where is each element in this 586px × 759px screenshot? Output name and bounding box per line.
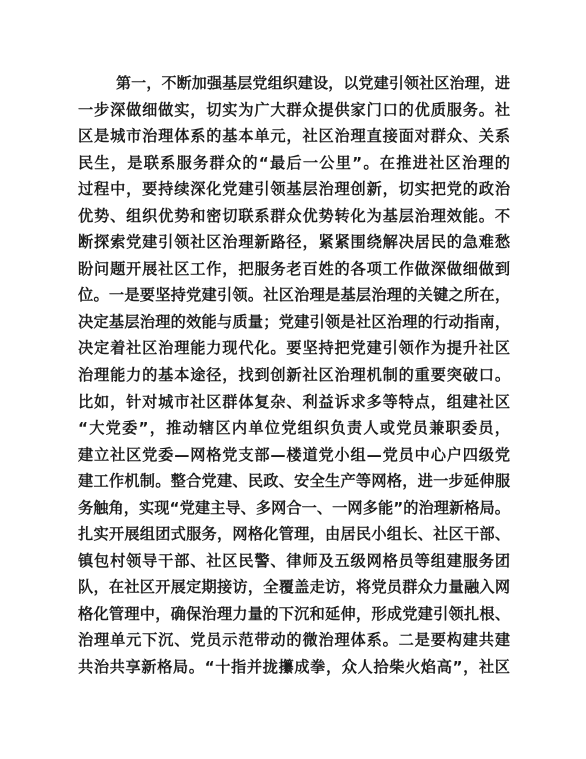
text-line: 治理能力的基本途径，找到创新社区治理机制的重要突破口。 <box>78 366 510 385</box>
text-line: 决定基层治理的效能与质量；党建引领是社区治理的行动指南， <box>78 312 510 331</box>
text-line: 盼问题开展社区工作，把服务老百姓的各项工作做深做细做到 <box>78 259 510 278</box>
text-line: 共治共享新格局。“十指并拢攥成拳，众人拾柴火焰高”，社区 <box>78 658 510 677</box>
text-line: “大党委”，推动辖区内单位党组织负责人或党员兼职委员， <box>78 419 510 438</box>
text-line: 建工作机制。整合党建、民政、安全生产等网格，进一步延伸服 <box>78 472 510 491</box>
text-line: 治理单元下沉、党员示范带动的微治理体系。二是要构建共建 <box>78 631 510 650</box>
text-line: 比如，针对城市社区群体复杂、利益诉求多等特点，组建社区 <box>78 392 510 411</box>
text-line: 务触角，实现“党建主导、多网合一、一网多能”的治理新格局。 <box>78 498 510 517</box>
text-line: 镇包村领导干部、社区民警、律师及五级网格员等组建服务团 <box>78 551 510 570</box>
text-line: 民生，是联系服务群众的“最后一公里”。在推进社区治理的 <box>78 153 510 172</box>
text-line: 位。一是要坚持党建引领。社区治理是基层治理的关键之所在， <box>78 286 510 305</box>
text-line: 一步深做细做实，切实为广大群众提供家门口的优质服务。社 <box>78 100 510 119</box>
text-line: 决定着社区治理能力现代化。要坚持把党建引领作为提升社区 <box>78 339 510 358</box>
text-line: 区是城市治理体系的基本单元，社区治理直接面对群众、关系 <box>78 127 510 146</box>
text-line: 格化管理中，确保治理力量的下沉和延伸，形成党建引领扎根、 <box>78 604 510 623</box>
text-line: 断探索党建引领社区治理新路径，紧紧围绕解决居民的急难愁 <box>78 233 510 252</box>
body-paragraph <box>78 70 510 681</box>
text-line: 过程中，要持续深化党建引领基层治理创新，切实把党的政治 <box>78 180 510 199</box>
text-line: 扎实开展组团式服务，网格化管理，由居民小组长、社区干部、 <box>78 525 510 544</box>
text-line: 第一，不断加强基层党组织建设，以党建引领社区治理，进 <box>116 74 510 92</box>
text-line: 优势、组织优势和密切联系群众优势转化为基层治理效能。不 <box>78 206 510 225</box>
text-line: 建立社区党委—网格党支部—楼道党小组—党员中心户四级党 <box>78 445 510 464</box>
text-line: 队，在社区开展定期接访，全覆盖走访，将党员群众力量融入网 <box>78 578 510 597</box>
